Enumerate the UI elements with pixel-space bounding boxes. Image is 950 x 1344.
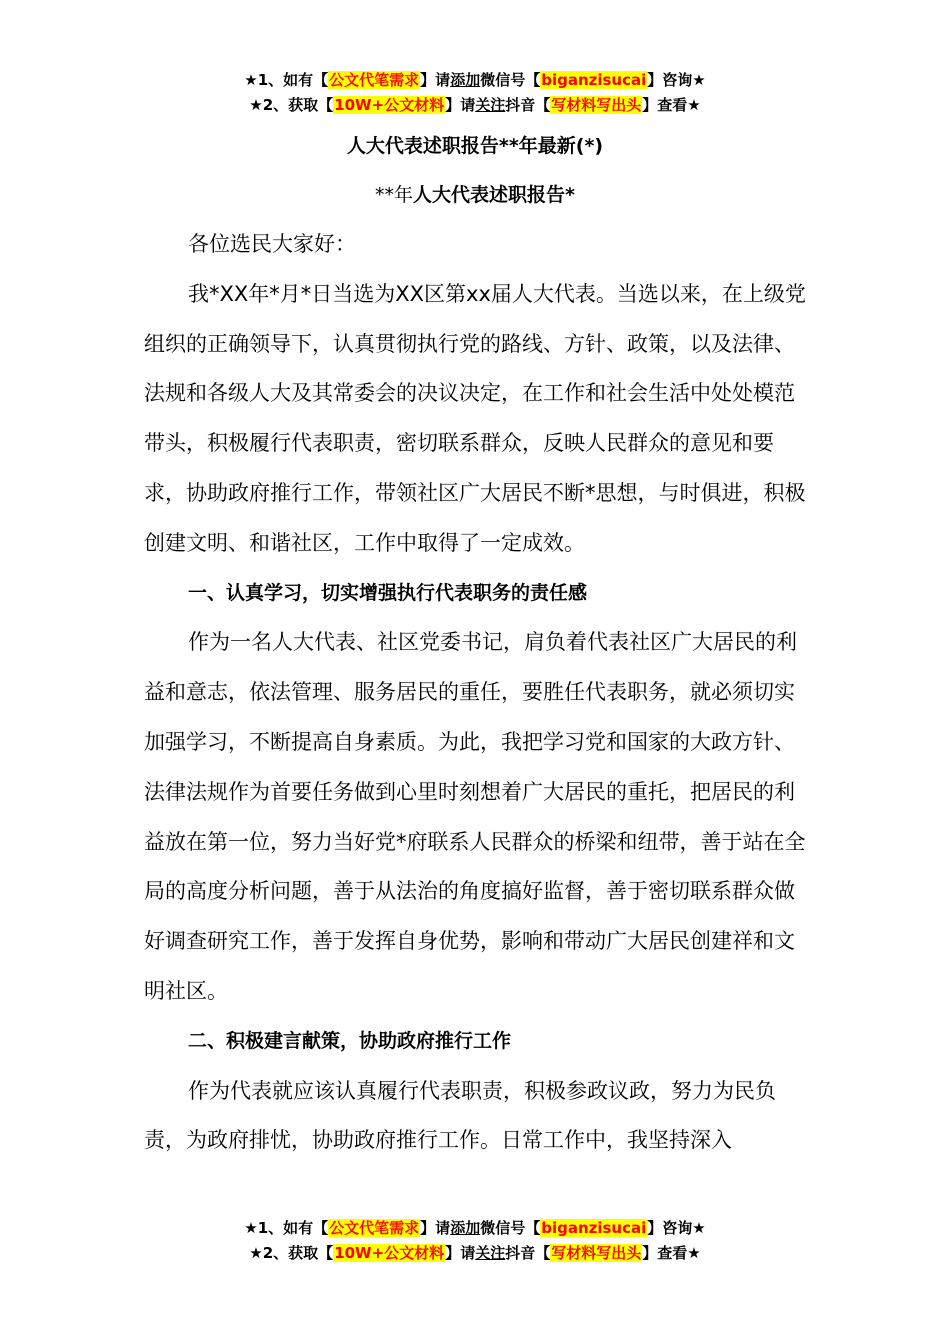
section-heading-2: 二、积极建言献策，协助政府推行工作: [188, 1029, 512, 1052]
promo-line-1: ★1、如有【公文代笔需求】请添加微信号【biganzisucai】咨询★: [244, 1219, 706, 1237]
intro-paragraph: 我*XX年*月*日当选为XX区第xx届人大代表。当选以来，在上级党组织的正确领导下，认真贯彻执行党的路线、方针、政策，以及法律、法规和各级人大及其常委会的决议决定，在工作和社会生活中处处模范带头，积极履行代表职责，密切联系群众，反映人民群众的意见和要求，协助政府推行工作，带领社区广大居民不断*思想，与时俱进，积极创建文明、和谐社区，工作中取得了一定成效。: [144, 281, 806, 555]
highlight-text: 公文代笔需求: [329, 1219, 420, 1237]
promo-banner-top: [0, 68, 950, 118]
highlight-text: 10W+公文材料: [334, 96, 445, 114]
document-title: 人大代表述职报告**年最新(*): [346, 135, 604, 157]
section-heading-1: 一、认真学习，切实增强执行代表职务的责任感: [188, 581, 588, 604]
promo-line-2: ★2、获取【10W+公文材料】请关注抖音【写材料写出头】查看★: [249, 1244, 701, 1262]
promo-banner-bottom: [0, 1216, 950, 1266]
section-body-1: 作为一名人大代表、社区党委书记，肩负着代表社区广大居民的利益和意志，依法管理、服务居民的重任，要胜任代表职务，就必须切实加强学习，不断提高自身素质。为此，我把学习党和国家的大政方针、法律法规作为首要任务做到心里时刻想着广大居民的重托，把居民的利益放在第一位，努力当好党*府联系人民群众的桥梁和纽带，善于站在全局的高度分析问题，善于从法治的角度搞好监督，善于密切联系群众做好调查研究工作，善于发挥自身优势，影响和带动广大居民创建祥和文明社区。: [144, 630, 806, 1003]
wechat-id: biganzisucai: [541, 71, 647, 89]
douyin-account: 写材料写出头: [551, 96, 642, 114]
wechat-id: biganzisucai: [541, 1219, 647, 1237]
highlight-text: 公文代笔需求: [329, 71, 420, 89]
douyin-account: 写材料写出头: [551, 1244, 642, 1262]
highlight-text: 10W+公文材料: [334, 1244, 445, 1262]
promo-line-1: ★1、如有【公文代笔需求】请添加微信号【biganzisucai】咨询★: [244, 71, 706, 89]
greeting: 各位选民大家好：: [188, 232, 356, 256]
section-body-2: 作为代表就应该认真履行代表职责，积极参政议政，努力为民负责，为政府排忧，协助政府推行工作。日常工作中，我坚持深入: [144, 1078, 776, 1153]
promo-line-2: ★2、获取【10W+公文材料】请关注抖音【写材料写出头】查看★: [249, 96, 701, 114]
document-body: [144, 220, 809, 1166]
document-subtitle: **年人大代表述职报告*: [375, 184, 575, 206]
